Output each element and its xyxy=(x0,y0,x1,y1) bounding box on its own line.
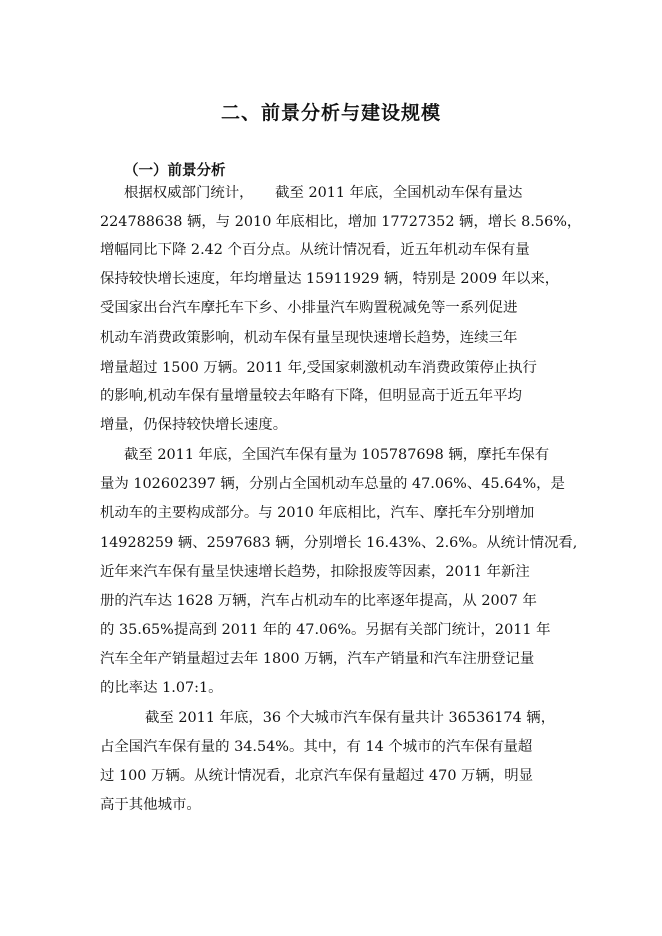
paragraph-line: 近年来汽车保有量呈快速增长趋势，扣除报废等因素，2011 年新注 xyxy=(100,564,530,580)
paragraph-line: 过 100 万辆。从统计情况看，北京汽车保有量超过 470 万辆，明显 xyxy=(100,768,533,784)
paragraph-line: 受国家出台汽车摩托车下乡、小排量汽车购置税减免等一系列促进 xyxy=(100,300,518,316)
paragraph-line: 汽车全年产销量超过去年 1800 万辆，汽车产销量和汽车注册登记量 xyxy=(100,651,535,667)
paragraph-line: 占全国汽车保有量的 34.54%。其中，有 14 个城市的汽车保有量超 xyxy=(100,739,533,755)
paragraph-line: 机动车消费政策影响，机动车保有量呈现快速增长趋势，连续三年 xyxy=(100,330,518,346)
paragraph-line: 增量超过 1500 万辆。2011 年,受国家刺激机动车消费政策停止执行 xyxy=(100,360,537,376)
subsection-heading: （一）前景分析 xyxy=(124,163,226,179)
paragraph-line: 的 35.65%提高到 2011 年的 47.06%。另据有关部门统计，2011 年 xyxy=(100,622,551,638)
paragraph-line: 保持较快增长速度，年均增量达 15911929 辆，特别是 2009 年以来， xyxy=(100,271,560,287)
paragraph-line: 224788638 辆，与 2010 年底相比，增加 17727352 辆，增长 8.56%， xyxy=(100,214,582,230)
paragraph-line: 的比率达 1.07:1。 xyxy=(100,680,223,696)
paragraph-line: 机动车的主要构成部分。与 2010 年底相比，汽车、摩托车分别增加 xyxy=(100,505,535,521)
paragraph-line: 的影响,机动车保有量增量较去年略有下降，但明显高于近五年平均 xyxy=(100,388,522,404)
paragraph-line: 截至 2011 年底，全国汽车保有量为 105787698 辆，摩托车保有 xyxy=(124,447,550,463)
paragraph-line: 增量，仍保持较快增长速度。 xyxy=(100,417,288,433)
paragraph-line: 14928259 辆、2597683 辆，分别增长 16.43%、2.6%。从统计情况看, xyxy=(100,535,578,551)
paragraph-line: 量为 102602397 辆，分别占全国机动车总量的 47.06%、45.64%，是 xyxy=(100,476,565,492)
paragraph-line: 册的汽车达 1628 万辆，汽车占机动车的比率逐年提高，从 2007 年 xyxy=(100,593,537,609)
paragraph-line: 高于其他城市。 xyxy=(100,797,201,813)
paragraph-line: 截至 2011 年底，36 个大城市汽车保有量共计 36536174 辆， xyxy=(145,710,556,726)
paragraph-line: 增幅同比下降 2.42 个百分点。从统计情况看，近五年机动车保有量 xyxy=(100,242,530,258)
paragraph-line: 根据权威部门统计， 截至 2011 年底，全国机动车保有量达 xyxy=(124,185,523,201)
section-title: 二、前景分析与建设规模 xyxy=(220,102,441,124)
